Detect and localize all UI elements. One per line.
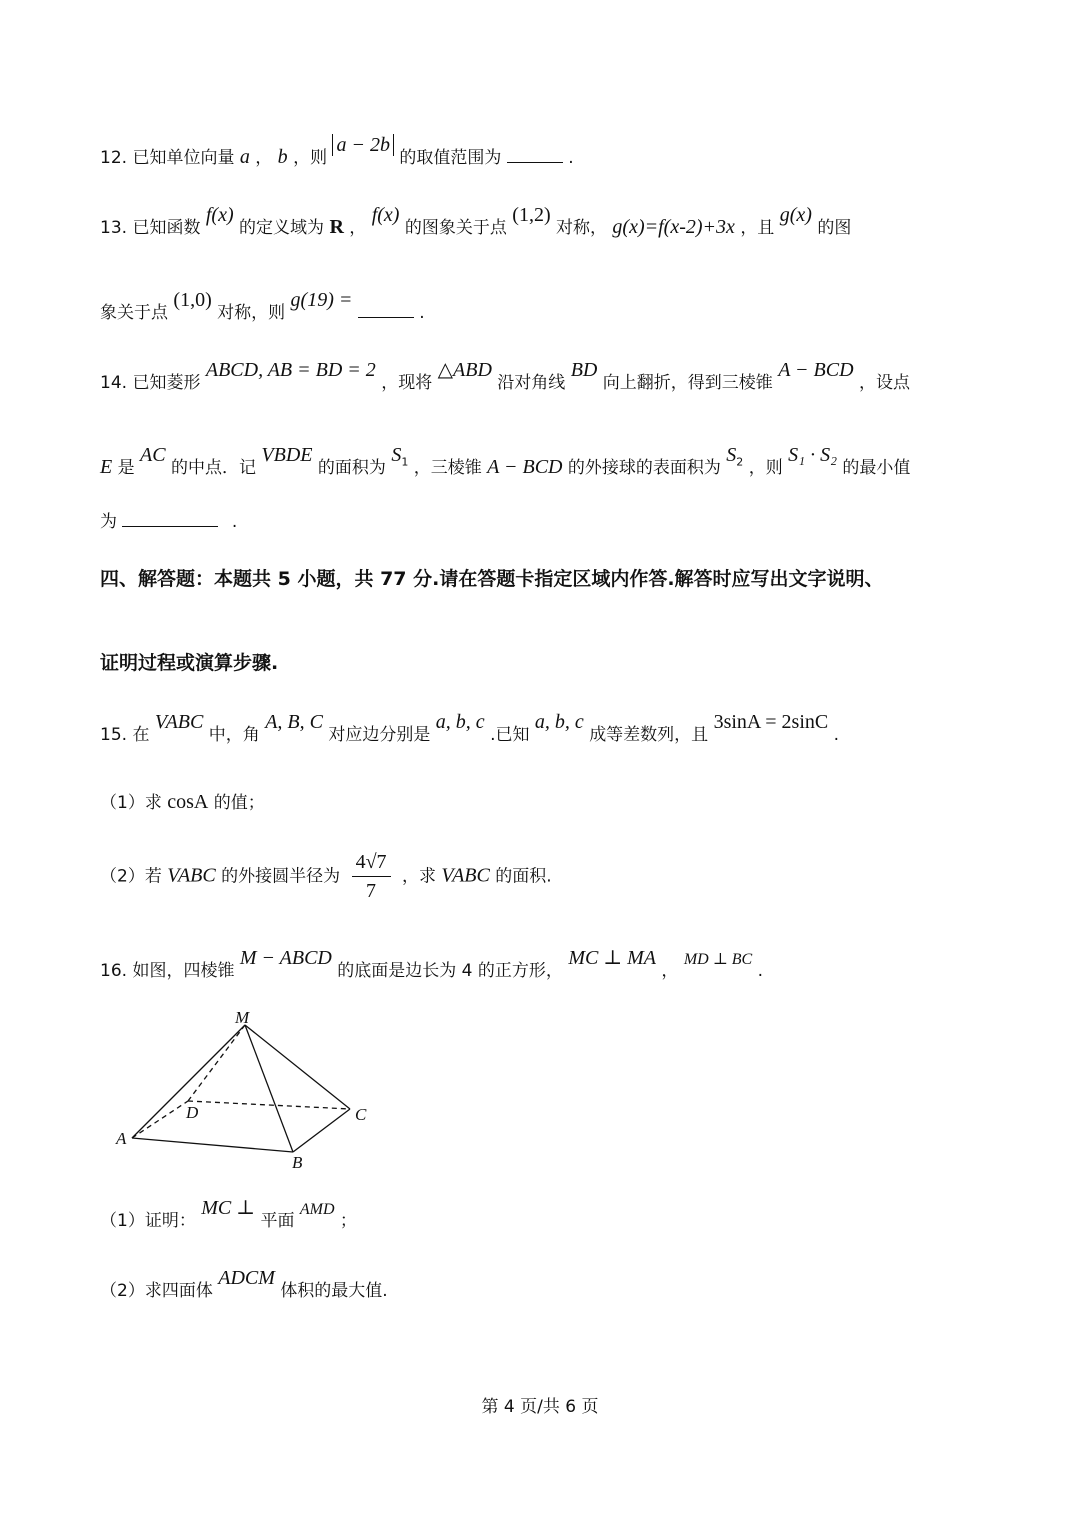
question-text: 是 [117, 458, 135, 478]
question-text: 平面 [260, 1211, 295, 1231]
question-text: 的图象关于点 [404, 218, 507, 238]
part-label: （2）求四面体 [100, 1281, 213, 1301]
label-M: M [235, 1008, 250, 1027]
segment-AC: AC [140, 444, 166, 466]
perpendicular-expr: MC ⊥ [201, 1197, 256, 1219]
part-label: （1）证明： [100, 1211, 196, 1231]
point-E: E [100, 456, 113, 478]
edge-BC [293, 1109, 350, 1152]
angles: A, B, C [265, 711, 323, 733]
question-text: 的取值范围为 [399, 148, 502, 168]
triangle-abc: VABC [167, 864, 216, 887]
question-text: 成等差数列，且 [589, 725, 709, 745]
punct: . [568, 148, 574, 168]
part-label: （2）若 [100, 866, 162, 887]
question-text: 对称， [556, 218, 608, 238]
question-15-part1 [100, 790, 980, 814]
plane-amd: AMD [299, 1201, 335, 1218]
question-14 [100, 359, 980, 394]
part-label: （1）求 [100, 793, 162, 813]
section-heading-cont: 证明过程或演算步骤. [100, 652, 279, 674]
question-number: 16. [100, 961, 128, 981]
subscript: 1 [401, 455, 409, 469]
point: (1,2) [512, 204, 551, 226]
question-text: 象关于点 [100, 303, 168, 323]
sides: a, b, c [534, 711, 584, 733]
question-text: ，则 [293, 148, 328, 168]
answer-blank [507, 160, 563, 163]
rhombus-condition: ABCD, AB = BD = 2 [205, 359, 376, 381]
punct: ， [661, 961, 679, 981]
fraction-numerator: 4√7 [352, 850, 391, 877]
page-footer: 第 4 页/共 6 页 [481, 1397, 599, 1417]
label-B: B [292, 1153, 303, 1172]
triangle-abd: △ABD [437, 359, 492, 381]
question-15-part2 [100, 850, 980, 903]
fraction-denominator: 7 [366, 880, 377, 902]
question-text: 对应边分别是 [328, 725, 431, 745]
punct: ， [255, 148, 273, 168]
question-text: 在 [132, 725, 150, 745]
punct: ； [339, 1211, 357, 1231]
tetrahedron: ADCM [218, 1267, 275, 1289]
question-text: ，现将 [381, 373, 433, 393]
area-S1: S [391, 444, 402, 466]
radius-fraction [352, 850, 391, 903]
section-heading: 四、解答题：本题共 5 小题，共 77 分.请在答题卡指定区域内作答.解答时应写出文字说明、 [100, 568, 884, 590]
question-text: 的面积为 [317, 458, 386, 478]
answer-blank [358, 315, 414, 318]
question-text: 的中点．记 [171, 458, 256, 478]
punct: . [419, 303, 425, 323]
pyramid: A − BCD [778, 359, 854, 381]
function-f: f(x) [205, 204, 234, 226]
question-13-cont [100, 289, 980, 324]
question-13 [100, 204, 980, 239]
question-number: 12. [100, 148, 128, 168]
pyramid: M − ABCD [239, 947, 332, 969]
question-text: 已知菱形 [132, 373, 201, 393]
question-text: 的定义域为 [239, 218, 325, 238]
point: (1,0) [173, 289, 212, 311]
punct: ， [349, 218, 367, 238]
question-16 [100, 947, 980, 982]
question-number: 13. [100, 218, 128, 238]
answer-blank [122, 524, 218, 527]
question-text: 的图 [817, 218, 852, 238]
product-S1-S2: S₁ · S₂ [788, 444, 838, 466]
set-R: R [329, 216, 344, 238]
punct: . [757, 961, 763, 981]
label-D: D [186, 1103, 199, 1122]
condition-2: MD ⊥ BC [683, 951, 753, 968]
vector-a: a [239, 146, 250, 168]
question-text: 已知单位向量 [132, 148, 235, 168]
question-text: 如图，四棱锥 [132, 961, 235, 981]
cos-expression: cosA [167, 791, 209, 813]
question-text: 体积的最大值. [280, 1281, 388, 1301]
question-16-part1 [100, 1197, 980, 1232]
question-text: 的外接球的表面积为 [567, 458, 721, 478]
label-A: A [116, 1129, 127, 1148]
question-text: 为 [100, 512, 117, 532]
question-14-cont2 [100, 512, 980, 532]
question-text: ，则 [748, 458, 783, 478]
question-text: 中，角 [208, 725, 260, 745]
question-number: 15. [100, 725, 128, 745]
triangle-bde: VBDE [261, 444, 313, 466]
question-12 [100, 134, 980, 169]
edge-MD-hidden [188, 1025, 245, 1101]
function-f: f(x) [371, 204, 400, 226]
question-text: 已知函数 [132, 218, 201, 238]
question-15 [100, 711, 980, 746]
sides: a, b, c [435, 711, 485, 733]
question-text: ，设点 [858, 373, 910, 393]
question-text: 的面积. [495, 866, 552, 887]
question-text: ，三棱锥 [413, 458, 482, 478]
question-16-part2 [100, 1267, 980, 1302]
pyramid-figure [110, 1005, 390, 1180]
punct: . [231, 512, 238, 532]
label-C: C [355, 1105, 367, 1124]
edge-AB [132, 1138, 293, 1152]
question-text: 向上翻折，得到三棱锥 [602, 373, 773, 393]
question-text: 的最小值 [842, 458, 911, 478]
edge-DC-hidden [188, 1101, 350, 1109]
subscript: 2 [736, 455, 744, 469]
triangle-abc: VABC [441, 864, 490, 887]
function-g-definition: g(x)=f(x-2)+3x [612, 216, 735, 238]
triangle-abc: VABC [154, 711, 204, 733]
question-text: 的值； [213, 793, 265, 813]
question-text: 沿对角线 [497, 373, 566, 393]
diagonal-bd: BD [570, 359, 598, 381]
question-text: .已知 [490, 725, 530, 745]
condition-1: MC ⊥ MA [568, 947, 656, 969]
question-14-cont [100, 444, 980, 481]
question-number: 14. [100, 373, 128, 393]
question-text: ，求 [401, 866, 436, 887]
area-S2: S [726, 444, 737, 466]
function-g: g(x) [779, 204, 812, 226]
question-text: 的外接圆半径为 [221, 866, 341, 887]
question-text: 的底面是边长为 4 的正方形， [337, 961, 563, 981]
vector-b: b [277, 146, 288, 168]
question-text: ，且 [740, 218, 775, 238]
abs-expression: a − 2b [332, 134, 394, 156]
question-text: 对称，则 [217, 303, 286, 323]
pyramid: A − BCD [487, 456, 563, 478]
punct: . [833, 725, 840, 745]
g-value: g(19) = [290, 289, 353, 311]
equation: 3sinA = 2sinC [713, 711, 829, 733]
edge-AD-hidden [132, 1101, 188, 1138]
